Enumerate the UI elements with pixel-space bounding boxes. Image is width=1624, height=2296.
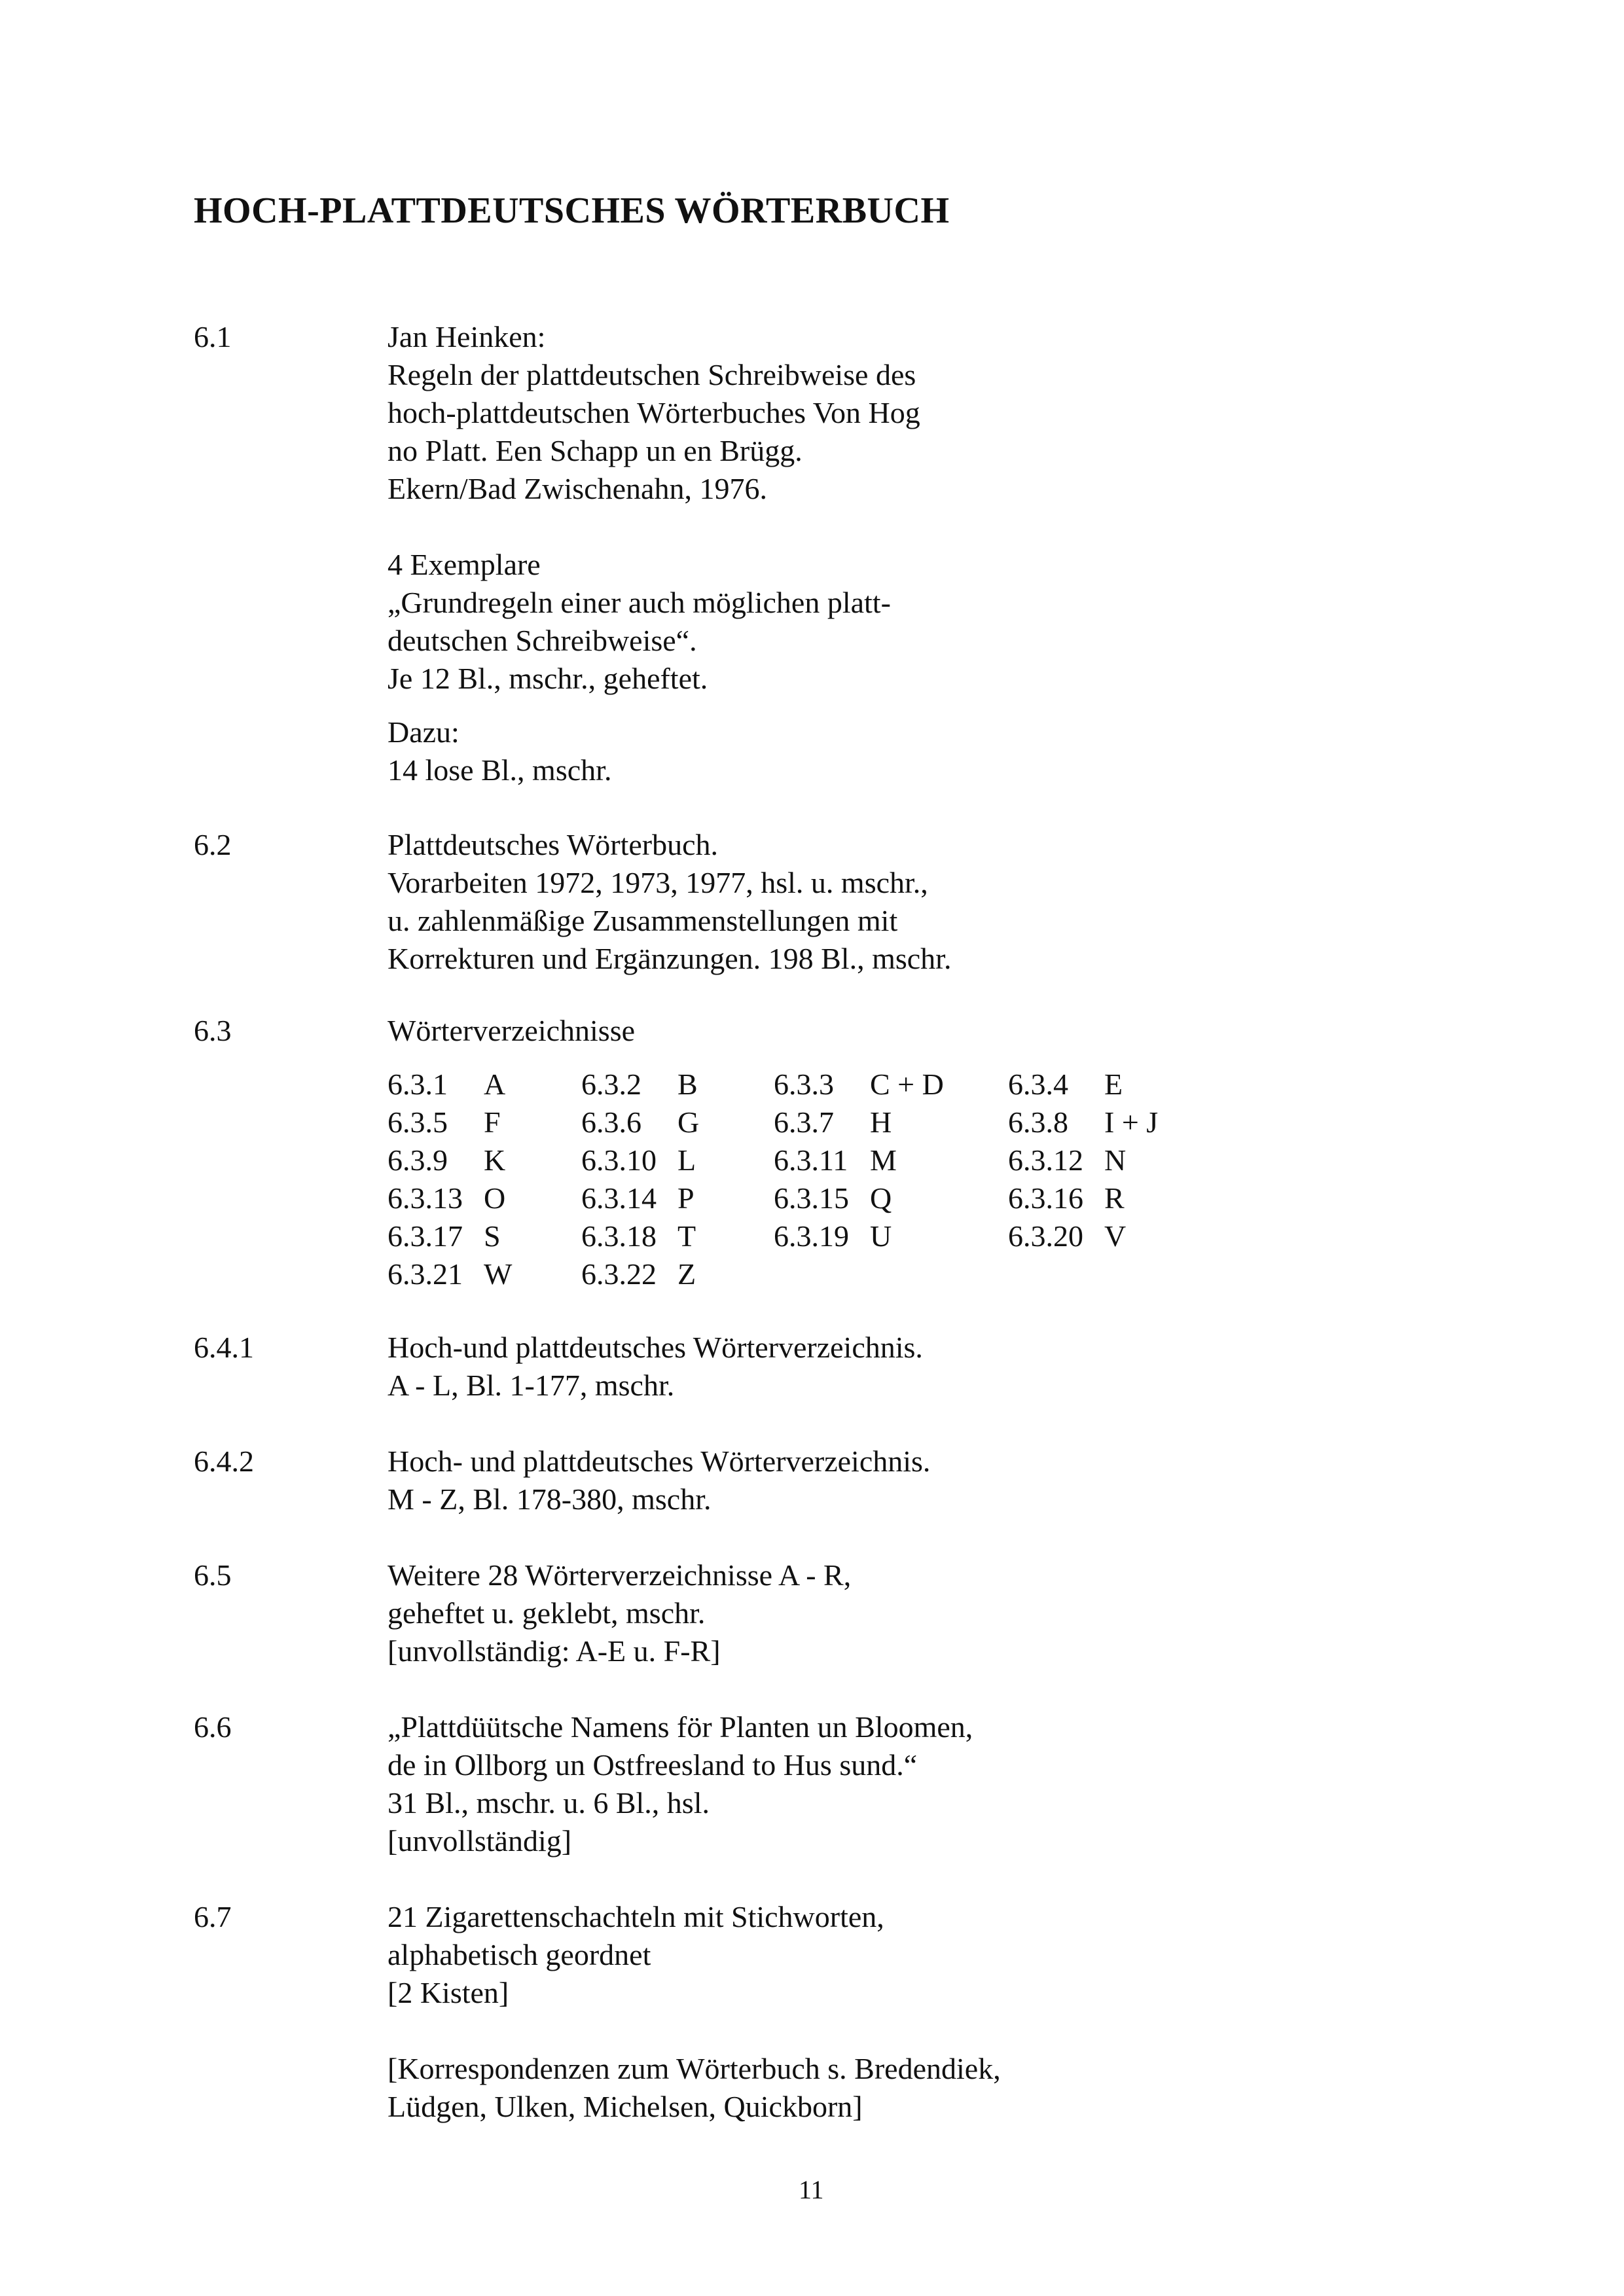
index-letter: R (1104, 1181, 1125, 1215)
entry-description (388, 1898, 1500, 2126)
index-code: 6.3.21 (388, 1257, 463, 1291)
entry-line: hoch-plattdeutschen Wörterbuches Von Hog (388, 396, 920, 429)
entry-line: 21 Zigarettenschachteln mit Stichworten, (388, 1900, 884, 1933)
entry-line: Plattdeutsches Wörterbuch. (388, 828, 719, 861)
page-number: 11 (799, 2175, 824, 2204)
index-item (1008, 1217, 1126, 1255)
index-code: 6.3.16 (1008, 1181, 1083, 1215)
page-title: HOCH-PLATTDEUTSCHES WÖRTERBUCH (194, 190, 950, 231)
index-code: 6.3.10 (581, 1143, 657, 1177)
entry-line: Je 12 Bl., mschr., geheftet. (388, 662, 708, 695)
index-item (774, 1103, 892, 1141)
entry-number: 6.3 (194, 1014, 232, 1047)
entry-line: A - L, Bl. 1-177, mschr. (388, 1369, 675, 1402)
entry-line: Dazu: (388, 715, 460, 749)
index-table (388, 1066, 1500, 1293)
index-code: 6.3.8 (1008, 1105, 1068, 1139)
entry-line: Lüdgen, Ulken, Michelsen, Quickborn] (388, 2090, 863, 2123)
index-item (774, 1217, 892, 1255)
index-code: 6.3.15 (774, 1181, 849, 1215)
entry-number: 6.4.1 (194, 1331, 254, 1364)
index-item (581, 1255, 696, 1293)
entry-number: 6.6 (194, 1710, 232, 1744)
index-item (388, 1103, 501, 1141)
index-item (388, 1179, 505, 1217)
entry-line: alphabetisch geordnet (388, 1938, 651, 1971)
index-letter: W (484, 1257, 513, 1291)
index-letter: Z (677, 1257, 696, 1291)
index-code: 6.3.17 (388, 1219, 463, 1253)
index-letter: V (1104, 1219, 1127, 1253)
entry-line: [2 Kisten] (388, 1976, 509, 2009)
entry-line: Weitere 28 Wörterverzeichnisse A - R, (388, 1558, 852, 1592)
index-code: 6.3.5 (388, 1105, 448, 1139)
entry-line: 4 Exemplare (388, 548, 541, 581)
entry-line: [Korrespondenzen zum Wörterbuch s. Bredendiek, (388, 2052, 1001, 2085)
entry-description (388, 1556, 1500, 1670)
index-code: 6.3.13 (388, 1181, 463, 1215)
entry-line: de in Ollborg un Ostfreesland to Hus sund.“ (388, 1748, 918, 1782)
index-item (581, 1179, 695, 1217)
index-letter: N (1104, 1143, 1127, 1177)
entry-number: 6.7 (194, 1900, 232, 1933)
index-code: 6.3.7 (774, 1105, 834, 1139)
index-code: 6.3.1 (388, 1067, 448, 1101)
entry-line: Jan Heinken: (388, 320, 546, 353)
entry-line: [unvollständig] (388, 1824, 572, 1857)
index-code: 6.3.14 (581, 1181, 657, 1215)
index-item (1008, 1179, 1125, 1217)
entry-description (388, 826, 1500, 978)
entry-number: 6.2 (194, 828, 232, 861)
index-letter: G (677, 1105, 700, 1139)
index-letter: U (870, 1219, 892, 1253)
index-letter: I + J (1104, 1105, 1159, 1139)
index-item (388, 1255, 512, 1293)
entry-description (388, 1708, 1500, 1860)
entry-line: Korrekturen und Ergänzungen. 198 Bl., mschr. (388, 942, 952, 975)
index-code: 6.3.9 (388, 1143, 448, 1177)
index-letter: B (677, 1067, 698, 1101)
entry-line: geheftet u. geklebt, mschr. (388, 1596, 706, 1630)
entry-line: Ekern/Bad Zwischenahn, 1976. (388, 472, 767, 505)
entry-line: „Grundregeln einer auch möglichen platt- (388, 586, 891, 619)
entry-line: Wörterverzeichnisse (388, 1014, 636, 1047)
index-letter: S (484, 1219, 501, 1253)
index-item (581, 1066, 698, 1103)
index-letter: M (870, 1143, 897, 1177)
index-code: 6.3.20 (1008, 1219, 1083, 1253)
index-code: 6.3.22 (581, 1257, 657, 1291)
index-code: 6.3.19 (774, 1219, 849, 1253)
index-item (1008, 1103, 1158, 1141)
entry-description (388, 1443, 1500, 1518)
index-letter: C + D (870, 1067, 944, 1101)
entry-line: u. zahlenmäßige Zusammenstellungen mit (388, 904, 898, 937)
index-letter: H (870, 1105, 892, 1139)
index-item (388, 1141, 505, 1179)
index-letter: O (484, 1181, 506, 1215)
index-letter: P (677, 1181, 695, 1215)
entry-line: no Platt. Een Schapp un en Brügg. (388, 434, 803, 467)
index-letter: T (677, 1219, 696, 1253)
index-item (1008, 1141, 1126, 1179)
index-item (581, 1103, 699, 1141)
entry-description (388, 318, 1500, 789)
index-item (774, 1179, 892, 1217)
entry-line: M - Z, Bl. 178-380, mschr. (388, 1482, 712, 1516)
entry-number: 6.1 (194, 320, 232, 353)
entry-line: 14 lose Bl., mschr. (388, 753, 612, 787)
entry-line: Hoch- und plattdeutsches Wörterverzeichnis. (388, 1444, 931, 1478)
index-code: 6.3.6 (581, 1105, 641, 1139)
entry-number: 6.5 (194, 1558, 232, 1592)
index-code: 6.3.4 (1008, 1067, 1068, 1101)
index-letter: L (677, 1143, 696, 1177)
index-letter: F (484, 1105, 501, 1139)
index-item (774, 1066, 944, 1103)
entry-line: Vorarbeiten 1972, 1973, 1977, hsl. u. mschr., (388, 866, 928, 899)
entry-line: [unvollständig: A-E u. F-R] (388, 1634, 721, 1668)
entry-description (388, 1012, 1500, 1293)
index-code: 6.3.2 (581, 1067, 641, 1101)
index-item (1008, 1066, 1123, 1103)
index-code: 6.3.12 (1008, 1143, 1083, 1177)
index-item (388, 1217, 501, 1255)
index-code: 6.3.3 (774, 1067, 834, 1101)
index-item (581, 1217, 696, 1255)
index-code: 6.3.11 (774, 1143, 848, 1177)
index-letter: K (484, 1143, 506, 1177)
entry-number: 6.4.2 (194, 1444, 254, 1478)
entry-line: „Plattdüütsche Namens för Planten un Bloomen, (388, 1710, 973, 1744)
index-code: 6.3.18 (581, 1219, 657, 1253)
index-letter: A (484, 1067, 506, 1101)
index-letter: Q (870, 1181, 892, 1215)
index-letter: E (1104, 1067, 1123, 1101)
entry-line: deutschen Schreibweise“. (388, 624, 697, 657)
entry-line: Hoch-und plattdeutsches Wörterverzeichnis. (388, 1331, 923, 1364)
entry-description (388, 1329, 1500, 1405)
index-item (581, 1141, 696, 1179)
index-item (388, 1066, 505, 1103)
entry-line: 31 Bl., mschr. u. 6 Bl., hsl. (388, 1786, 710, 1820)
index-item (774, 1141, 897, 1179)
entry-line: Regeln der plattdeutschen Schreibweise des (388, 358, 916, 391)
